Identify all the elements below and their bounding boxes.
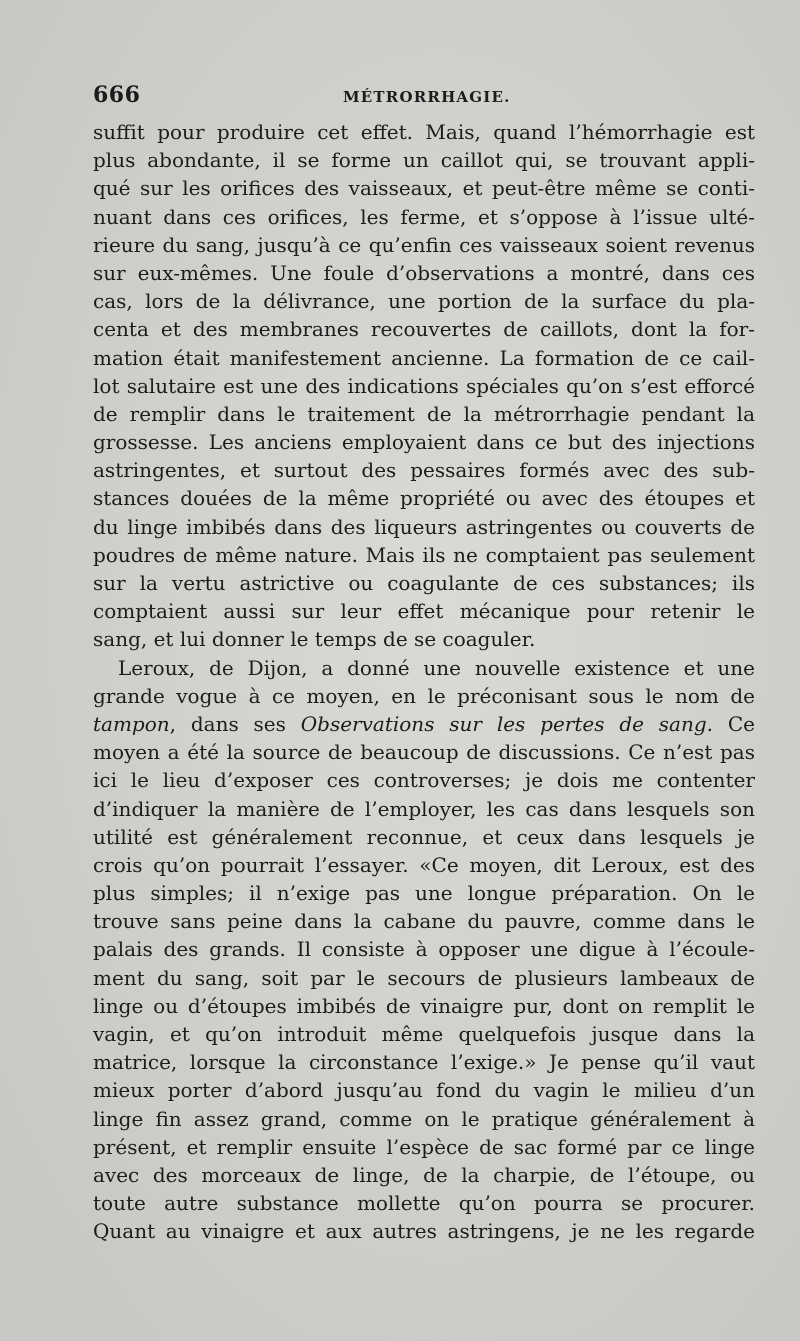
text-line: linge fin assez grand, comme on le pratique généralement à — [93, 1106, 755, 1131]
text-line: du linge imbibés dans des liqueurs astringentes ou couverts de — [93, 514, 755, 539]
text-line: cas, lors de la délivrance, une portion de la surface du pla- — [93, 289, 755, 314]
text-line: vagin, et qu’on introduit même quelquefois jusque dans la — [93, 1022, 755, 1046]
text-line: avec des morceaux de linge, de la charpie, de l’étoupe, ou — [93, 1162, 755, 1187]
text-line: nuant dans ces orifices, les ferme, et s’oppose à l’issue ulté- — [93, 204, 755, 229]
text-line: matrice, lorsque la circonstance l’exige.» Je pense qu’il vaut — [93, 1050, 755, 1075]
text-line: grande vogue à ce moyen, en le préconisant sous le nom de — [93, 683, 755, 708]
text-line: comptaient aussi sur leur effet mécanique pour retenir le — [93, 599, 755, 624]
text-line: mieux porter d’abord jusqu’au fond du vagin le milieu d’un — [93, 1078, 755, 1103]
text-line: poudres de même nature. Mais ils ne comptaient pas seulement — [93, 542, 755, 567]
text-line: linge ou d’étoupes imbibés de vinaigre pur, dont on remplit le — [93, 993, 755, 1018]
paragraph-end-line: sang, et lui donner le temps de se coaguler. — [93, 627, 536, 652]
text-line: de remplir dans le traitement de la métrorrhagie pendant la — [93, 401, 755, 426]
text-fragment: , dans ses — [169, 711, 301, 736]
text-line: sur la vertu astrictive ou coagulante de ces substances; ils — [93, 571, 755, 595]
text-line: lot salutaire est une des indications spéciales qu’on s’est efforcé — [93, 373, 755, 398]
text-line: sur eux-mêmes. Une foule d’observations a montré, dans ces — [93, 260, 755, 285]
text-line: plus simples; il n’exige pas une longue préparation. On le — [93, 881, 755, 906]
text-line: crois qu’on pourrait l’essayer. «Ce moyen, dit Leroux, est des — [93, 852, 755, 877]
text-line: mation était manifestement ancienne. La formation de ce cail- — [93, 345, 755, 370]
text-line: grossesse. Les anciens employaient dans ce but des injections — [93, 430, 755, 455]
text-line: trouve sans peine dans la cabane du pauvre, comme dans le — [93, 909, 755, 934]
page-number: 666 — [93, 82, 141, 108]
text-line: rieure du sang, jusqu’à ce qu’enfin ces vaisseaux soient revenus — [93, 232, 755, 257]
italic-term: tampon — [93, 711, 170, 736]
text-fragment: Ce — [713, 711, 755, 736]
text-line: Quant au vinaigre et aux autres astringens, je ne les regarde — [93, 1219, 755, 1244]
text-line: ment du sang, soit par le secours de plusieurs lambeaux de — [93, 965, 755, 990]
text-line: palais des grands. Il consiste à opposer une digue à l’écoule- — [93, 937, 755, 962]
text-line: d’indiquer la manière de l’employer, les cas dans lesquels son — [93, 796, 755, 821]
text-line: plus abondante, il se forme un caillot qui, se trouvant appli- — [93, 148, 755, 173]
text-line: ici le lieu d’exposer ces controverses; je dois me contenter — [93, 768, 755, 793]
text-line-with-italics — [93, 710, 755, 738]
body-text — [93, 118, 755, 1246]
text-line: moyen a été la source de beaucoup de discussions. Ce n’est pas — [93, 740, 755, 765]
italic-book-title: Observations sur les pertes de sang. — [300, 711, 714, 736]
page-header — [93, 82, 755, 116]
paragraph-start-line: Leroux, de Dijon, a donné une nouvelle existence et une — [118, 655, 755, 680]
text-line: astringentes, et surtout des pessaires formés avec des sub- — [93, 458, 755, 483]
text-line: qué sur les orifices des vaisseaux, et peut-être même se conti- — [93, 176, 755, 201]
text-line: utilité est généralement reconnue, et ceux dans lesquels je — [93, 824, 755, 849]
running-title: MÉTRORRHAGIE. — [343, 88, 511, 106]
text-line: stances douées de la même propriété ou avec des étoupes et — [93, 486, 755, 511]
text-line: présent, et remplir ensuite l’espèce de sac formé par ce linge — [93, 1134, 755, 1159]
text-line: toute autre substance mollette qu’on pourra se procurer. — [93, 1191, 755, 1216]
text-line: centa et des membranes recouvertes de caillots, dont la for- — [93, 317, 755, 342]
text-line: suffit pour produire cet effet. Mais, quand l’hémorrhagie est — [93, 120, 755, 144]
